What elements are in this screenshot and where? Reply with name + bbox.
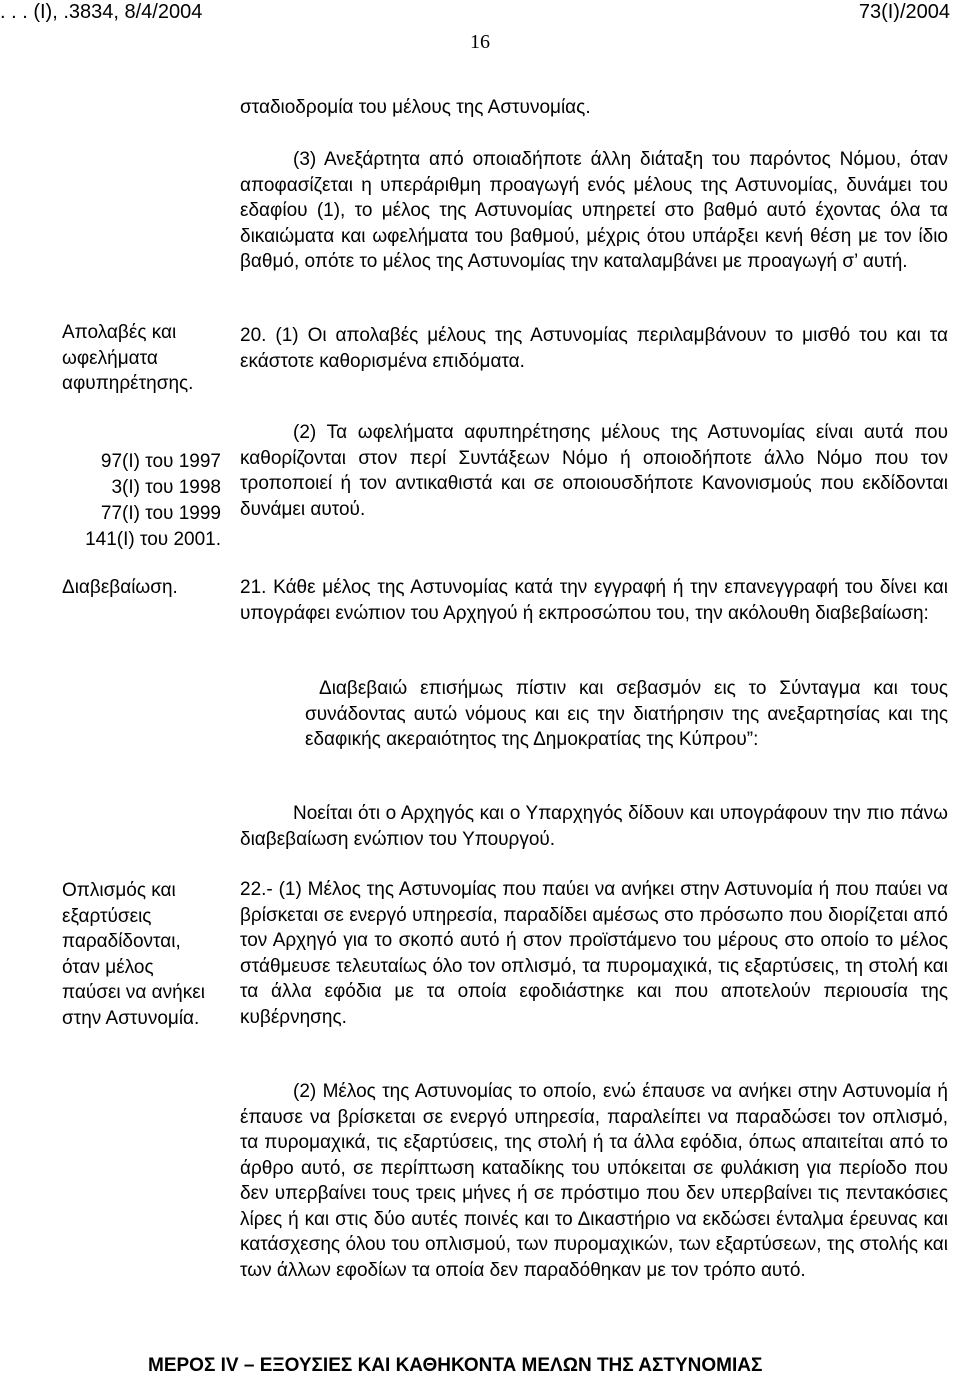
oath-text: Διαβεβαιώ επισήμως πίστιν και σεβασμόν εις το Σύνταγμα και τους συνάδοντας αυτώ νόμους και εις την διατήρησιν της ανεξαρτησίας και της εδαφικής ακεραιότητος της Δημοκρατίας της Κύπρου”: xyxy=(305,678,948,750)
section-20-subsection-1: 20. (1) Οι απολαβές μέλους της Αστυνομίας περιλαμβάνουν το μισθό του και τα εκάστοτε καθορισμένα επιδόματα. xyxy=(240,325,948,372)
section-22-subsection-2: (2) Μέλος της Αστυνομίας το οποίο, ενώ έπαυσε να ανήκει στην Αστυνομία ή έπαυσε να βρίσκεται σε ενεργό υπηρεσία, παραλείπει να παραδώσει τον οπλισμό, τα πυρομαχικά, τις εξαρτύσεις, της στολή ή τα άλλα εφόδια, όπως απαιτείται από το άρθρο αυτό, σε περίπτωση καταδίκης του υπόκειται σε φυλάκιση για περίοδο που δεν υπερβαίνει τους τρεις μήνες ή σε πρόστιμο που δεν υπερβαίνει τις πεντακόσιες λίρες ή και στις δύο αυτές ποινές και το Δικαστήριο να εκδώσει ένταλμα έρευνας και κατάσχεσης όλου του οπλισμού, των πυρομαχικών, των εξαρτύσεων, της στολής και των άλλων εφοδίων τα οποία δεν παραδόθηκαν με τον τρόπο αυτό. xyxy=(240,1081,948,1281)
section-21-text: Κάθε μέλος της Αστυνομίας κατά την εγγραφή ή την επανεγγραφή του δίνει και υπογράφει ενώπιον του Αρχηγού ή εκπροσώπου του, την ακόλουθη διαβεβαίωση: xyxy=(240,577,949,624)
margin-note-law-references xyxy=(50,449,221,553)
section-20-subsection-2: (2) Τα ωφελήματα αφυπηρέτησης μέλους της Αστυνομίας είναι αυτά που καθορίζονται στον περί Συντάξεων Νόμο ή οποιοδήποτε άλλο Νόμο που τον τροποποιεί ή τον αντικαθιστά και σε οποιουσδήποτε Κανονισμούς που εκδίδονται δυνάμει αυτού. xyxy=(240,422,948,520)
section-22-subsection-1: 22.- (1) Μέλος της Αστυνομίας που παύει να ανήκει στην Αστυνομία ή που παύει να βρίσκεται σε ενεργό υπηρεσία, παραδίδει αμέσως στο πρόσωπο που διορίζεται από τον Αρχηγό για το σκοπό αυτό ή στον προϊστάμενο του μέρους στο οποίο το μέλος στάθμευσε τελευταίως όλο τον οπλισμό, τα πυρομαχικά, τις εξαρτύσεις, τη στολή και τα άλλα εφόδια με τα οποία εφοδιάστηκε και που αποτελούν περιουσία της κυβέρνησης. xyxy=(240,879,948,1028)
margin-note-weapons: Οπλισμός και εξαρτύσεις παραδίδονται, όταν μέλος παύσει να ανήκει στην Αστυνομία. xyxy=(62,880,205,1029)
oath-proviso: Νοείται ότι ο Αρχηγός και ο Υπαρχηγός δίδουν και υπογράφουν την πιο πάνω διαβεβαίωση ενώπιον του Υπουργού. xyxy=(240,803,948,850)
page-number: 16 xyxy=(470,31,490,53)
paragraph-continuation: σταδιοδρομία του μέλους της Αστυνομίας. xyxy=(240,97,591,118)
law-reference: 77(Ι) του 1999 xyxy=(100,503,221,524)
section-number: 21. xyxy=(240,577,267,598)
gazette-header-left: . . . (Ι), .3834, 8/4/2004 xyxy=(0,1,203,23)
section-21 xyxy=(240,575,948,626)
margin-note-benefits: Απολαβές και ωφελήματα αφυπηρέτησης. xyxy=(62,322,194,394)
law-reference: 97(Ι) του 1997 xyxy=(100,451,221,472)
margin-note-oath: Διαβεβαίωση. xyxy=(62,577,178,598)
law-reference: 3(Ι) του 1998 xyxy=(111,477,221,498)
section-19-subsection-3: (3) Ανεξάρτητα από οποιαδήποτε άλλη διάταξη του παρόντος Νόμου, όταν αποφασίζεται η υπεράριθμη προαγωγή ενός μέλους της Αστυνομίας, δυνάμει του εδαφίου (1), το μέλος της Αστυνομίας υπηρετεί στο βαθμό αυτό έχοντας όλα τα δικαιώματα και ωφελήματα του βαθμού, μέχρις ότου υπάρξει κενή θέση με τον ίδιο βαθμό, οπότε το μέλος της Αστυνομίας την καταλαμβάνει με προαγωγή σ’ αυτή. xyxy=(240,149,948,272)
part-title: ΜΕΡΟΣ IV – ΕΞΟΥΣΙΕΣ ΚΑΙ ΚΑΘΗΚΟΝΤΑ ΜΕΛΩΝ ΤΗΣ ΑΣΤΥΝΟΜΙΑΣ xyxy=(148,1355,763,1376)
law-reference: 141(Ι) του 2001. xyxy=(85,529,221,550)
law-number-header: 73(I)/2004 xyxy=(858,1,950,23)
